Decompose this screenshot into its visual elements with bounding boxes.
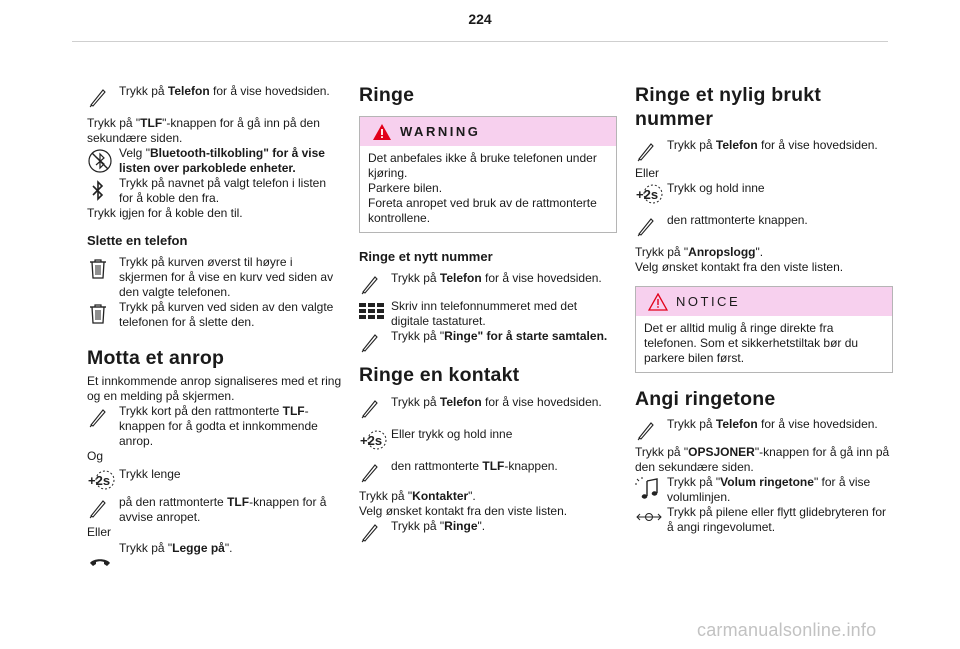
touch-pen-icon xyxy=(359,273,385,297)
warning-header xyxy=(360,117,616,146)
header-rule xyxy=(72,41,888,42)
slider-icon xyxy=(635,507,661,531)
text-opsjoner: Trykk på "OPSJONER"-knappen for å gå inn på den sekundære siden. xyxy=(635,445,890,474)
step-ringetone-phone: Trykk på Telefon for å vise hovedsiden. xyxy=(635,417,893,435)
column-1 xyxy=(87,80,343,559)
trash-icon xyxy=(87,257,113,281)
svg-text:+2s: +2s xyxy=(88,473,111,488)
step-nylig-phone: Trykk på Telefon for å vise hovedsiden. xyxy=(635,138,893,156)
ringtone-icon xyxy=(635,477,661,501)
trash-icon xyxy=(87,302,113,326)
touch-pen-icon xyxy=(635,215,661,239)
step-disconnect: Trykk på navnet på valgt telefon i listen for å koble den fra. xyxy=(87,176,343,206)
steering-button-2s-icon xyxy=(87,469,113,493)
step-open-phone: Trykk på Telefon for å vise hovedsiden. xyxy=(87,84,343,102)
text-reconnect: Trykk igjen for å koble den til. xyxy=(87,206,243,220)
heading-kontakt: Ringe en kontakt xyxy=(359,364,520,386)
hang-up-icon xyxy=(87,543,113,567)
touch-pen-icon xyxy=(635,140,661,164)
bluetooth-icon xyxy=(87,178,113,202)
step-kontakt-hold: +2s Eller trykk og hold inne xyxy=(359,427,617,445)
step-nylig-knapp: den rattmonterte knappen. xyxy=(635,213,893,231)
touch-pen-icon xyxy=(359,461,385,485)
warning-box xyxy=(359,116,617,233)
touch-pen-icon xyxy=(359,397,385,421)
column-2 xyxy=(359,80,617,537)
step-volume-slider: Trykk på pilene eller flytt glidebryteren for å angi ringevolumet. xyxy=(635,505,893,535)
column-3 xyxy=(635,80,893,535)
step-reject: på den rattmonterte TLF-knappen for å avvise anropet. xyxy=(87,495,343,525)
step-nytt-phone: Trykk på Telefon for å vise hovedsiden. xyxy=(359,271,617,289)
step-volum-ringetone: Trykk på "Volum ringetone" for å vise volumlinjen. xyxy=(635,475,893,505)
heading-ringetone: Angi ringetone xyxy=(635,388,776,410)
warning-triangle-icon xyxy=(648,293,668,315)
heading-nylig: Ringe et nylig brukt nummer xyxy=(635,84,822,130)
bluetooth-off-icon xyxy=(87,148,113,172)
warning-triangle-icon xyxy=(372,123,392,145)
step-bluetooth-list: Velg "Bluetooth-tilkobling" for å vise listen over parkoblede enheter. xyxy=(87,146,343,176)
notice-box xyxy=(635,286,893,373)
notice-text: Det er alltid mulig å ringe direkte fra telefonen. Som et sikkerhetstiltak bør du parkere bilen først. xyxy=(644,321,859,365)
step-long-press: +2s Trykk lenge xyxy=(87,467,343,485)
steering-button-2s-icon xyxy=(635,183,661,207)
text-og: Og xyxy=(87,449,104,463)
text-anropslogg: Trykk på "Anropslogg". xyxy=(635,245,764,259)
step-start-call: Trykk på "Ringe" for å starte samtalen. xyxy=(359,329,617,347)
step-hang-up: Trykk på "Legge på". xyxy=(87,541,343,559)
step-nylig-hold: +2s Trykk og hold inne xyxy=(635,181,893,199)
notice-label: NOTICE xyxy=(676,294,741,309)
svg-text:+2s: +2s xyxy=(636,187,659,202)
touch-pen-icon xyxy=(359,331,385,355)
touch-pen-icon xyxy=(87,86,113,110)
heading-slette: Slette en telefon xyxy=(87,233,188,248)
touch-pen-icon xyxy=(635,419,661,443)
text-kontakter: Trykk på "Kontakter". xyxy=(359,489,476,503)
heading-nytt-nummer: Ringe et nytt nummer xyxy=(359,249,493,264)
heading-ringe: Ringe xyxy=(359,84,415,106)
steering-button-2s-icon xyxy=(359,429,385,453)
text-eller: Eller xyxy=(87,525,112,539)
watermark: carmanualsonline.info xyxy=(697,620,877,640)
page-number: 224 xyxy=(468,11,492,27)
text-eller: Eller xyxy=(635,166,660,180)
text-velg-kontakt: Velg ønsket kontakt fra den viste listen. xyxy=(359,504,568,518)
heading-motta: Motta et anrop xyxy=(87,347,225,369)
text-incoming: Et innkommende anrop signaliseres med et ring og en melding på skjermen. xyxy=(87,374,342,403)
step-kontakt-phone: Trykk på Telefon for å vise hovedsiden. xyxy=(359,395,617,413)
step-accept: Trykk kort på den rattmonterte TLF-knappen for å godta et innkommende anrop. xyxy=(87,404,343,449)
step-trash-show: Trykk på kurven øverst til høyre i skjermen for å vise en kurv ved siden av den valgte telefonen. xyxy=(87,255,343,300)
warning-text: Det anbefales ikke å bruke telefonen under kjøring. Parkere bilen. Foreta anropet ved bruk av de rattmonterte kontrollene. xyxy=(368,151,597,225)
step-ringe: Trykk på "Ringe". xyxy=(359,519,617,537)
step-keypad: Skriv inn telefonnummeret med det digitale tastaturet. xyxy=(359,299,617,329)
text-tlf-button: Trykk på "TLF"-knappen for å gå inn på den sekundære siden. xyxy=(87,116,320,145)
warning-label: WARNING xyxy=(400,124,481,139)
step-trash-delete: Trykk på kurven ved siden av den valgte telefonen for å slette den. xyxy=(87,300,343,330)
touch-pen-icon xyxy=(87,497,113,521)
keypad-icon xyxy=(359,301,385,325)
svg-text:+2s: +2s xyxy=(360,433,383,448)
touch-pen-icon xyxy=(87,406,113,430)
text-velg-kontakt: Velg ønsket kontakt fra den viste listen. xyxy=(635,260,844,274)
touch-pen-icon xyxy=(359,521,385,545)
step-kontakt-tlf: den rattmonterte TLF-knappen. xyxy=(359,459,617,477)
notice-header xyxy=(636,287,892,316)
